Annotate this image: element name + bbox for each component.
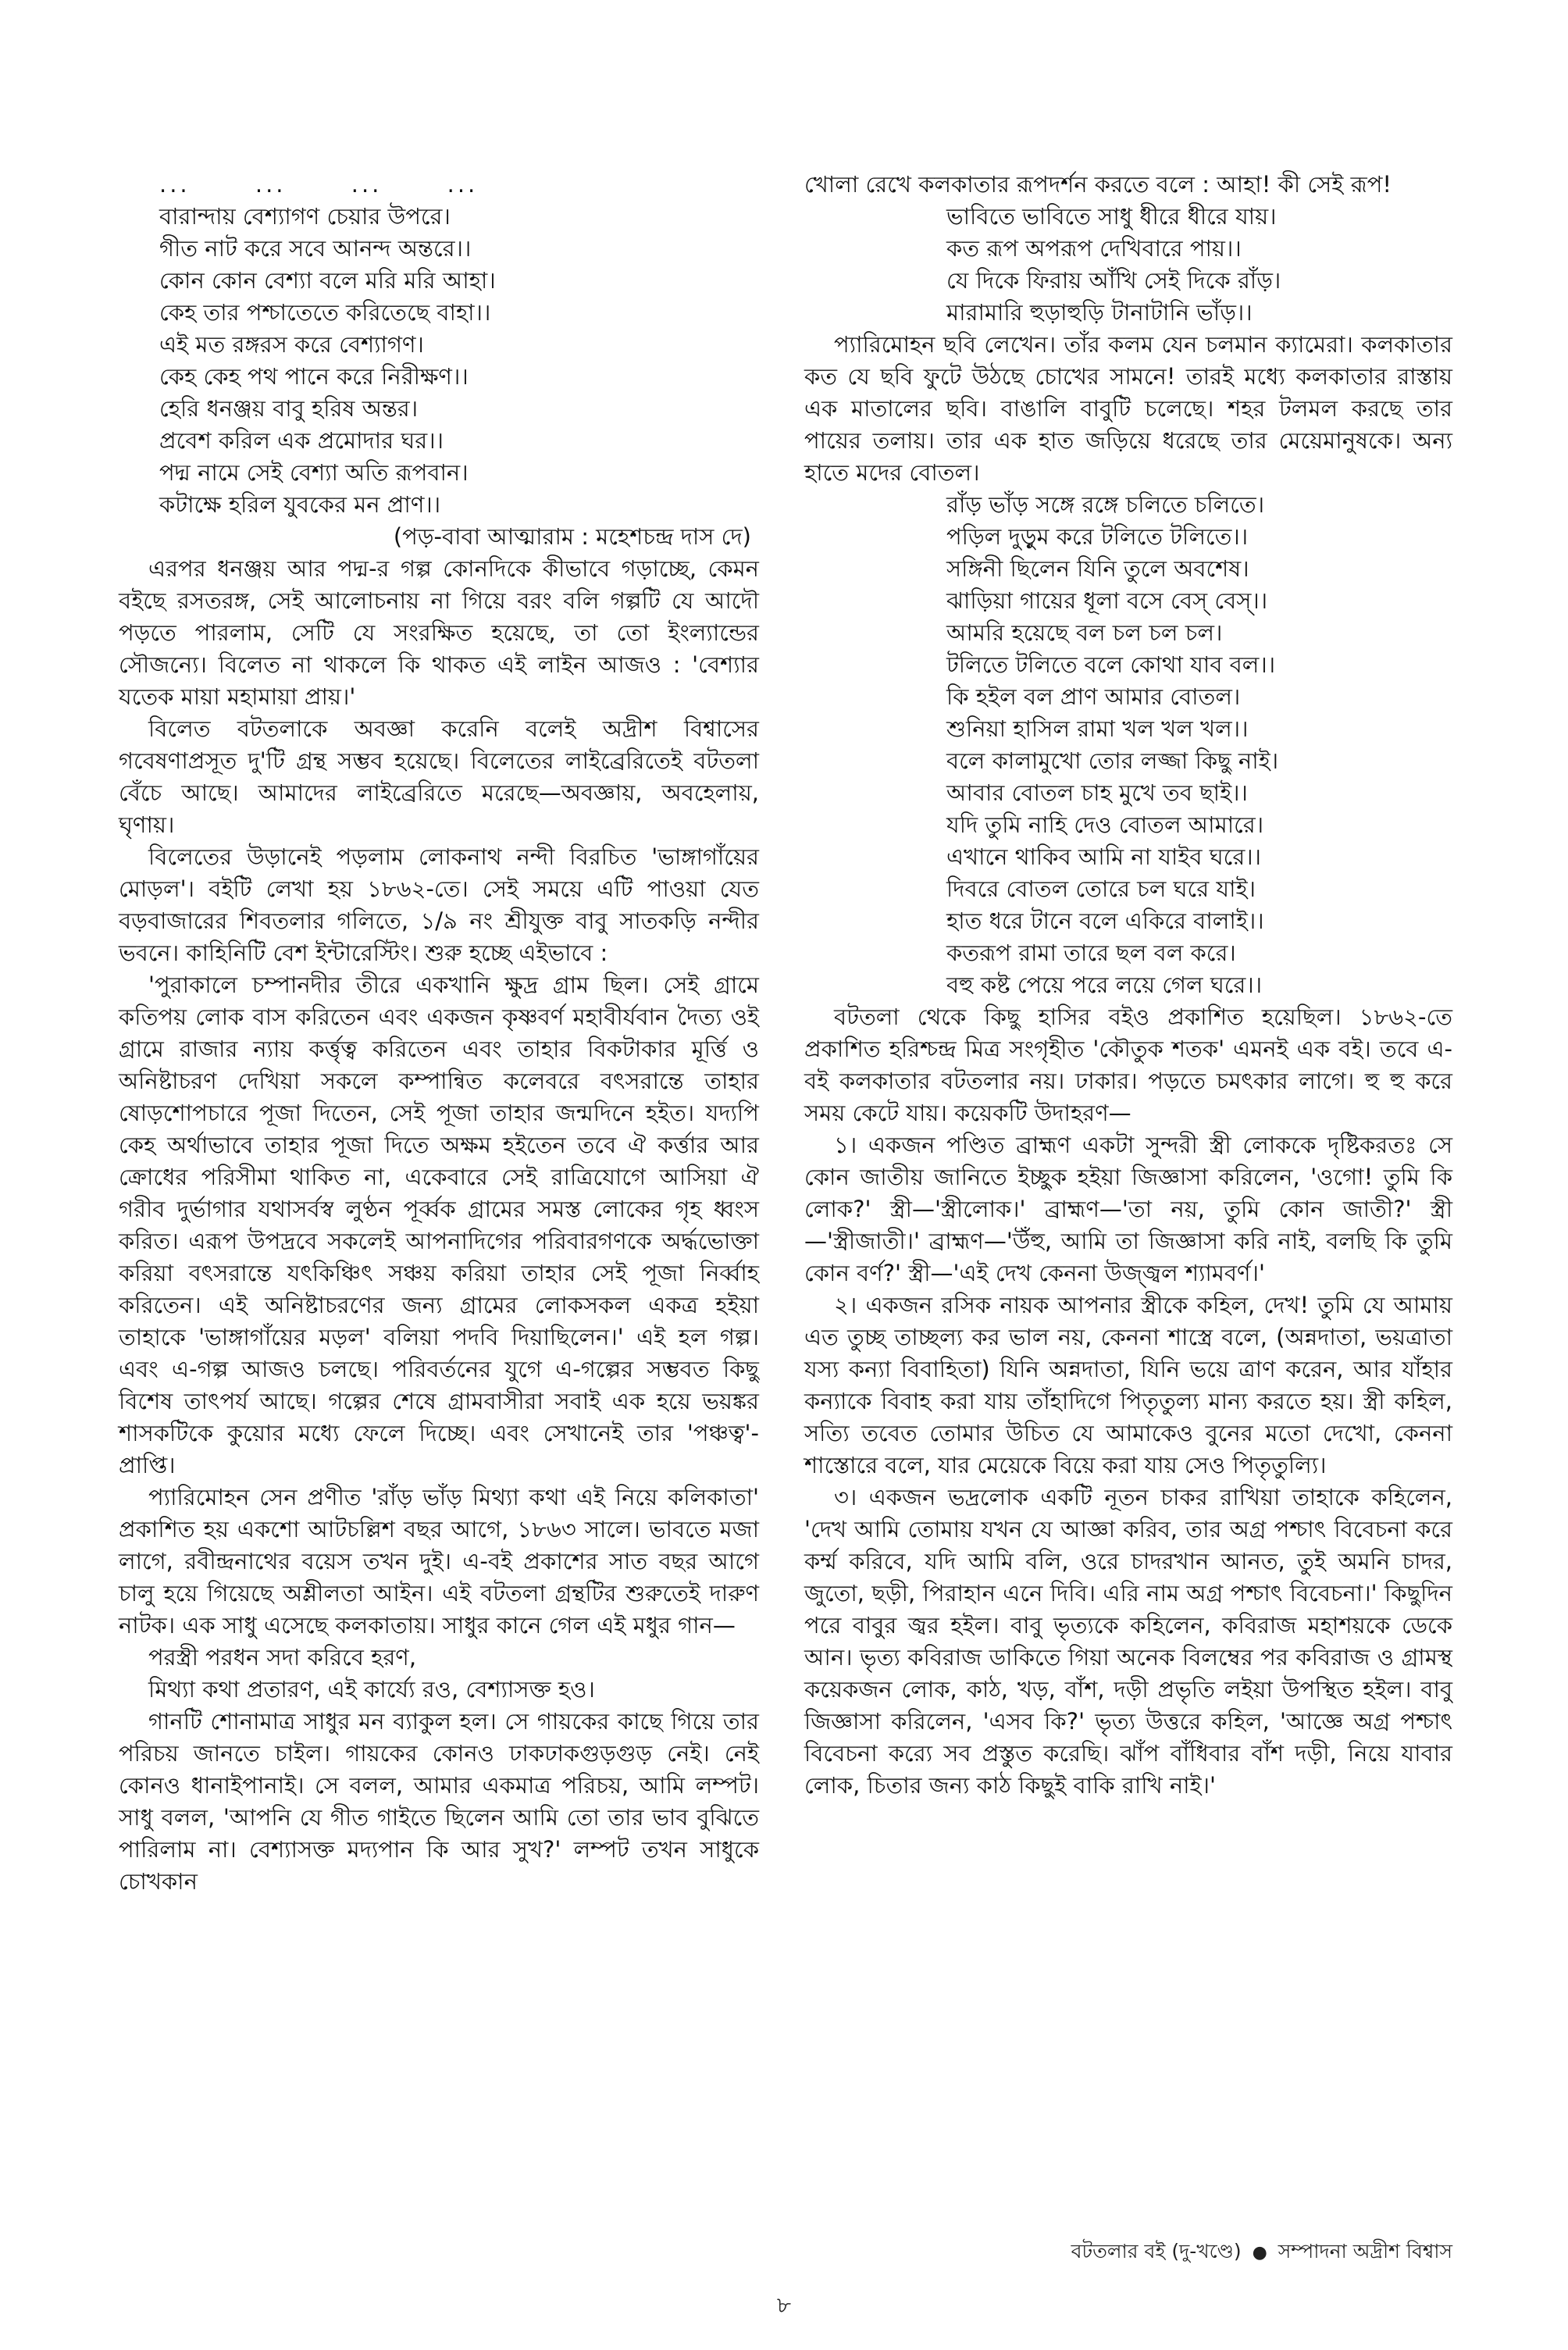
- verse-line: কি হইল বল প্রাণ আমার বোতল।: [946, 683, 1241, 710]
- paragraph: বিলেত বটতলাকে অবজ্ঞা করেনি বলেই অদ্রীশ বিশ্বাসের গবেষণাপ্রসূত দু'টি গ্রন্থ সম্ভব হয়েছে। বিলেতের লাইব্রেরিতেই বটতলা বেঁচে আছে। আমাদের লাইব্রেরিতে মরেছে—অবজ্ঞায়, অবহেলায়, ঘৃণায়।: [119, 715, 759, 838]
- left-column: [119, 169, 759, 1898]
- verse-line: এখানে থাকিব আমি না যাইব ঘরে।।: [946, 843, 1262, 870]
- verse-line: রাঁড় ভাঁড় সঙ্গে রঙ্গে চলিতে চলিতে।: [946, 491, 1265, 518]
- footer-credit: [937, 2236, 1452, 2270]
- paragraph: ২। একজন রসিক নায়ক আপনার স্ত্রীকে কহিল, দেখ! তুমি যে আমায় এত তুচ্ছ তাচ্ছল্য কর ভাল নয়, কেননা শাস্ত্রে বলে, (অন্নদাতা, ভয়ত্রাতা যস্য কন্যা বিবাহিতা) যিনি অন্নদাতা, যিনি ভয়ে ত্রাণ করেন, আর যাঁহার কন্যাকে বিবাহ করা যায় তাঁহাদিগে পিতৃতুল্য মান্য করতে হয়। স্ত্রী কহিল, সত্যি তবেত তোমার উচিত যে আমাকেও বুনের মতো দেখো, কেননা শাস্তোরে বলে, যার মেয়েকে বিয়ে করা যায় সেও পিতৃতুল্যি।: [804, 1292, 1452, 1478]
- verse-line: কোন কোন বেশ্যা বলে মরি মরি আহা।: [159, 267, 496, 294]
- verse-line: কেহ কেহ পথ পানে করে নিরীক্ষণ।।: [159, 363, 469, 390]
- page-number: ৮: [776, 2292, 792, 2318]
- verse-line: বলে কালামুখো তোর লজ্জা কিছু নাই।: [946, 747, 1279, 774]
- verse-line: মিথ্যা কথা প্রতারণ, এই কার্য্যে রও, বেশ্যাসক্ত হও।: [148, 1676, 595, 1703]
- paragraph: খোলা রেখে কলকাতার রূপদর্শন করতে বলে : আহা! কী সেই রূপ!: [804, 171, 1392, 198]
- verse-line: বারান্দায় বেশ্যাগণ চেয়ার উপরে।: [159, 203, 451, 230]
- verse-line: মারামারি হুড়াহুড়ি টানাটানি ভাঁড়।।: [946, 299, 1253, 326]
- verse-line: ঝাড়িয়া গায়ের ধূলা বসে বেস্ বেস্।।: [946, 587, 1268, 614]
- paragraph: প্যারিমোহন সেন প্রণীত 'রাঁড় ভাঁড় মিথ্যা কথা এই নিয়ে কলিকাতা' প্রকাশিত হয় একশো আটচল্লিশ বছর আগে, ১৮৬৩ সালে। ভাবতে মজা লাগে, রবীন্দ্রনাথের বয়েস তখন দুই। এ-বই প্রকাশের সাত বছর আগে চালু হয়ে গিয়েছে অশ্লীলতা আইন। এই বটতলা গ্রন্থটির শুরুতেই দারুণ নাটক। এক সাধু এসেছে কলকাতায়। সাধুর কানে গেল এই মধুর গান—: [119, 1484, 759, 1639]
- verse-line: কেহ তার পশ্চাতেতে করিতেছে বাহা।।: [159, 299, 491, 326]
- verse-line: ভাবিতে ভাবিতে সাধু ধীরে ধীরে যায়।: [946, 203, 1277, 230]
- verse-line: আমরি হয়েছে বল চল চল চল।: [946, 619, 1223, 646]
- verse-line: পড়িল দুড়ুম করে টলিতে টলিতে।।: [946, 523, 1249, 550]
- verse-block: [804, 201, 1452, 329]
- verse-line: বহু কষ্ট পেয়ে পরে লয়ে গেল ঘরে।।: [946, 972, 1263, 998]
- verse-line: কত রূপ অপরূপ দেখিবারে পায়।।: [946, 235, 1242, 262]
- verse-block: [804, 489, 1452, 1001]
- verse-line: পরস্ত্রী পরধন সদা করিবে হরণ,: [148, 1644, 417, 1671]
- editor-credit: সম্পাদনা অদ্রীশ বিশ্বাস: [1278, 2240, 1452, 2263]
- verse-line: হাত ধরে টানে বলে একিরে বালাই।।: [946, 908, 1264, 934]
- verse-line: যদি তুমি নাহি দেও বোতল আমারে।: [946, 811, 1264, 838]
- ellipsis-dots: ... ... ... ...: [159, 171, 479, 198]
- paragraph: ৩। একজন ভদ্রলোক একটি নূতন চাকর রাখিয়া তাহাকে কহিলেন, 'দেখ আমি তোমায় যখন যে আজ্ঞা করিব, তার অগ্র পশ্চাৎ বিবেচনা করে কর্ম্ম করিবে, যদি আমি বলি, ওরে চাদরখান আনত, তুই অমনি চাদর, জুতো, ছড়ী, পিরাহান এনে দিবি। এরি নাম অগ্র পশ্চাৎ বিবেচনা।' কিছুদিন পরে বাবুর জ্বর হইল। বাবু ভৃত্যকে কহিলেন, কবিরাজ মহাশয়কে ডেকে আন। ভৃত্য কবিরাজ ডাকিতে গিয়া অনেক বিলম্বের পর কবিরাজ ও গ্রামস্থ কয়েকজন লোক, কাঠ, খড়, বাঁশ, দড়ী প্রভৃতি লইয়া উপস্থিত হইল। বাবু জিজ্ঞাসা করিলেন, 'এসব কি?' ভৃত্য উত্তরে কহিল, 'আজ্ঞে অগ্র পশ্চাৎ বিবেচনা কর‍্যে সব প্রস্তুত করেছি। ঝাঁপ বাঁধিবার বাঁশ দড়ী, নিয়ে যাবার লোক, চিতার জন্য কাঠ কিছুই বাকি রাখি নাই।': [804, 1484, 1452, 1799]
- verse-line: সঙ্গিনী ছিলেন যিনি তুলে অবশেষ।: [946, 555, 1249, 582]
- verse-line: প্রবেশ করিল এক প্রমোদার ঘর।।: [159, 427, 444, 454]
- bullet-icon: ●: [1252, 2243, 1267, 2263]
- verse-block: [119, 201, 759, 521]
- verse-line: আবার বোতল চাহ মুখে তব ছাই।।: [946, 779, 1248, 806]
- verse-line: গীত নাট করে সবে আনন্দ অন্তরে।।: [159, 235, 472, 262]
- paragraph: 'পুরাকালে চম্পানদীর তীরে একখানি ক্ষুদ্র গ্রাম ছিল। সেই গ্রামে কতিপয় লোক বাস করিতেন এবং একজন কৃষ্ণবর্ণ মহাবীর্যবান দৈত্য ওই গ্রামে রাজার ন্যায় কর্ত্তৃত্ব করিতেন এবং তাহার বিকটাকার মূর্ত্তি ও অনিষ্টাচরণ দেখিয়া সকলে কম্পান্বিত কলেবরে বৎসরান্তে তাহার ষোড়শোপচারে পূজা দিতেন, সেই পূজা তাহার জন্মদিনে হইত। যদ্যপি কেহ অর্থাভাবে তাহার পূজা দিতে অক্ষম হইতেন তবে ঐ কর্ত্তার আর ক্রোধের পরিসীমা থাকিত না, একেবারে সেই রাত্রিযোগে আসিয়া ঐ গরীব দুর্ভাগার যথাসর্বস্ব লুণ্ঠন পূর্ব্বক গ্রামের সমস্ত লোকের গৃহ ধ্বংস করিত। এরূপ উপদ্রবে সকলেই আপনাদিগের পরিবারগণকে অর্দ্ধভোক্তা করিয়া বৎসরান্তে যৎকিঞ্চিৎ সঞ্চয় করিয়া তাহার সেই পূজা নির্ব্বাহ করিতেন। এই অনিষ্টাচরণের জন্য গ্রামের লোকসকল একত্র হইয়া তাহাকে 'ভাঙ্গাগাঁয়ের মড়ল' বলিয়া পদবি দিয়াছিলেন।' এই হল গল্প। এবং এ-গল্প আজও চলছে। পরিবর্তনের যুগে এ-গল্পের সম্ভবত কিছু বিশেষ তাৎপর্য আছে। গল্পের শেষে গ্রামবাসীরা সবাই এক হয়ে ভয়ঙ্কর শাসকটিকে কুয়োর মধ্যে ফেলে দিচ্ছে। এবং সেখানেই তার 'পঞ্চত্ব'-প্রাপ্তি।: [119, 972, 759, 1478]
- verse-line: যে দিকে ফিরায় আঁখি সেই দিকে রাঁড়।: [946, 267, 1281, 294]
- verse-attribution: (পড়-বাবা আত্মারাম : মহেশচন্দ্র দাস দে): [393, 523, 751, 550]
- verse-line: হেরি ধনঞ্জয় বাবু হরিষ অন্তর।: [159, 395, 419, 422]
- paragraph: গানটি শোনামাত্র সাধুর মন ব্যাকুল হল। সে গায়কের কাছে গিয়ে তার পরিচয় জানতে চাইল। গায়কের কোনও ঢাকঢাকগুড়গুড় নেই। নেই কোনও ধানাইপানাই। সে বলল, আমার একমাত্র পরিচয়, আমি লম্পট। সাধু বলল, 'আপনি যে গীত গাইতে ছিলেন আমি তো তার ভাব বুঝিতে পারিলাম না। বেশ্যাসক্ত মদ্যপান কি আর সুখ?' লম্পট তখন সাধুকে চোখকান: [119, 1708, 759, 1895]
- book-title: বটতলার বই (দু-খণ্ডে): [1071, 2240, 1242, 2263]
- verse-line: পদ্ম নামে সেই বেশ্যা অতি রূপবান।: [159, 459, 469, 486]
- paragraph: বিলেতের উড়ানেই পড়লাম লোকনাথ নন্দী বিরচিত 'ভাঙ্গাগাঁয়ের মোড়ল'। বইটি লেখা হয় ১৮৬২-তে। সেই সময়ে এটি পাওয়া যেত বড়বাজারের শিবতলার গলিতে, ১/৯ নং শ্রীযুক্ত বাবু সাতকড়ি নন্দীর ভবনে। কাহিনিটি বেশ ইন্টারেস্টিং। শুরু হচ্ছে এইভাবে :: [119, 843, 759, 966]
- right-column: [804, 169, 1452, 1802]
- verse-line: দিবরে বোতল তোরে চল ঘরে যাই।: [946, 875, 1256, 902]
- verse-line: শুনিয়া হাসিল রামা খল খল খল।।: [946, 715, 1249, 742]
- verse-line: এই মত রঙ্গরস করে বেশ্যাগণ।: [159, 331, 424, 358]
- verse-line: কতরূপ রামা তারে ছল বল করে।: [946, 940, 1236, 966]
- paragraph: প্যারিমোহন ছবি লেখেন। তাঁর কলম যেন চলমান ক্যামেরা। কলকাতার কত যে ছবি ফুটে উঠছে চোখের সামনে! তারই মধ্যে কলকাতার রাস্তায় এক মাতালের ছবি। বাঙালি বাবুটি চলেছে। শহর টলমল করছে তার পায়ের তলায়। তার এক হাত জড়িয়ে ধরেছে তার মেয়েমানুষকে। অন্য হাতে মদের বোতল।: [804, 331, 1452, 486]
- verse-line: কটাক্ষে হরিল যুবকের মন প্রাণ।।: [159, 491, 441, 518]
- verse-line: টলিতে টলিতে বলে কোথা যাব বল।।: [946, 651, 1276, 678]
- verse-block: [119, 1642, 759, 1706]
- paragraph: ১। একজন পণ্ডিত ব্রাহ্মণ একটা সুন্দরী স্ত্রী লোককে দৃষ্টিকরতঃ সে কোন জাতীয় জানিতে ইচ্ছুক হইয়া জিজ্ঞাসা করিলেন, 'ওগো! তুমি কি লোক?' স্ত্রী—'স্ত্রীলোক।' ব্রাহ্মণ—'তা নয়, তুমি কোন জাতী?' স্ত্রী—'স্ত্রীজাতী।' ব্রাহ্মণ—'উঁহু, আমি তা জিজ্ঞাসা করি নাই, বলছি কি তুমি কোন বর্ণ?' স্ত্রী—'এই দেখ কেননা উজ্জ্বল শ্যামবর্ণ।': [804, 1132, 1452, 1286]
- paragraph: এরপর ধনঞ্জয় আর পদ্ম-র গল্প কোনদিকে কীভাবে গড়াচ্ছে, কেমন বইছে রসতরঙ্গ, সেই আলোচনায় না গিয়ে বরং বলি গল্পটি যে আদৌ পড়তে পারলাম, সেটি যে সংরক্ষিত হয়েছে, তা তো ইংল্যান্ডের সৌজন্যে। বিলেত না থাকলে কি থাকত এই লাইন আজও : 'বেশ্যার যতেক মায়া মহামায়া প্রায়।': [119, 555, 759, 710]
- paragraph: বটতলা থেকে কিছু হাসির বইও প্রকাশিত হয়েছিল। ১৮৬২-তে প্রকাশিত হরিশ্চন্দ্র মিত্র সংগৃহীত 'কৌতুক শতক' এমনই এক বই। তবে এ-বই কলকাতার বটতলার নয়। ঢাকার। পড়তে চমৎকার লাগে। হু হু করে সময় কেটে যায়। কয়েকটি উদাহরণ—: [804, 1004, 1452, 1126]
